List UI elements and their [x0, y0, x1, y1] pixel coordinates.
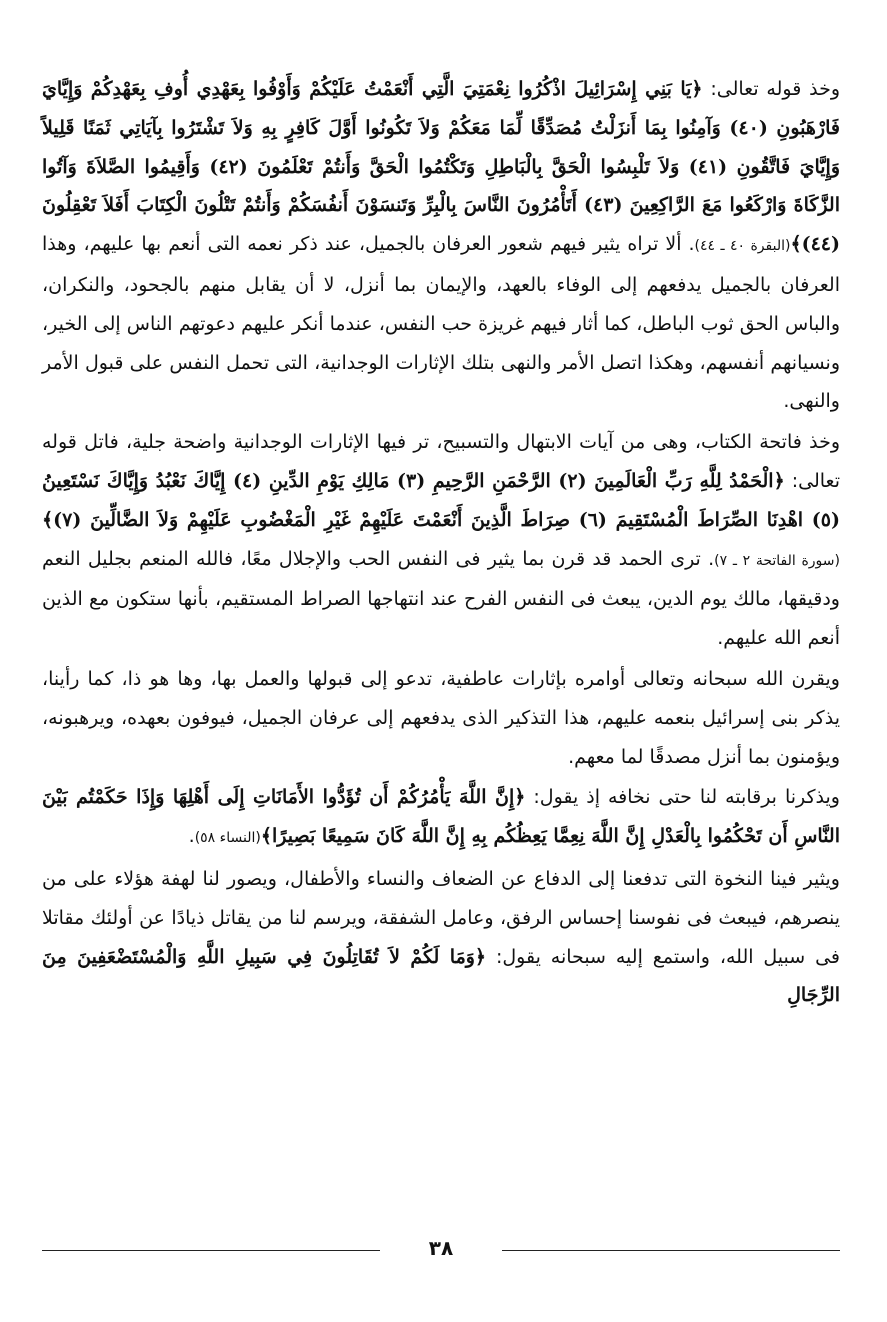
page-body	[42, 70, 840, 1015]
paragraph-1-intro: وخذ قوله تعالى:	[702, 78, 840, 100]
paragraph-3-text: ويقرن الله سبحانه وتعالى أوامره بإثارات عاطفية، تدعو إلى قبولها والعمل بها، وها هو ذا، كما رأينا، يذكر بنى إسرائيل بنعمه عليهم، هذا التذكير الذى يدفعهم إلى عرفان الجميل، فيوفون بعهده، ويرهبونه، ويؤمنون بما أنزل مصدقًا لما معهم.	[42, 667, 840, 768]
verse-reference-fatiha: (سورة الفاتحة ٢ ـ ٧)	[714, 552, 840, 569]
paragraph-4-intro: ويذكرنا برقابته لنا حتى نخافه إذ يقول:	[525, 786, 840, 809]
paragraph-4	[42, 778, 840, 858]
paragraph-2	[42, 423, 840, 658]
verse-reference-baqarah: (البقرة ٤٠ ـ ٤٤)	[694, 238, 791, 255]
verse-reference-nisa-58: (النساء ٥٨)	[194, 830, 261, 847]
page-footer	[42, 1236, 840, 1260]
paragraph-5-intro: ويثير فينا النخوة التى تدفعنا إلى الدفاع عن الضعاف والنساء والأطفال، ويصور لنا لهفة هؤلاء على من ينصرهم، فيبعث فى نفوسنا إحساس الرفق، وعامل الشفقة، ويرسم لنا من يقاتل ذيادًا عن أولئك مقاتلا فى سبيل الله، واستمع إليه سبحانه يقول:	[42, 867, 841, 968]
paragraph-1	[42, 70, 840, 421]
quran-verse-fatiha: ﴿الْحَمْدُ لِلَّهِ رَبِّ الْعَالَمِينَ (٢) الرَّحْمَنِ الرَّحِيمِ (٣) مَالِكِ يَوْمِ الدِّينِ (٤) إِيَّاكَ نَعْبُدُ وَإِيَّاكَ نَسْتَعِينُ (٥) اهْدِنَا الصِّرَاطَ الْمُسْتَقِيمَ (٦) صِرَاطَ الَّذِينَ أَنْعَمْتَ عَلَيْهِمْ غَيْرِ الْمَغْضُوبِ عَلَيْهِمْ وَلاَ الضَّالِّينَ (٧)﴾	[42, 469, 841, 531]
quran-verse-nisa-58: ﴿إِنَّ اللَّهَ يَأْمُرُكُمْ أَن تُؤَدُّوا الأَمَانَاتِ إِلَى أَهْلِهَا وَإِذَا حَكَمْتُم بَيْنَ النَّاسِ أَن تَحْكُمُوا بِالْعَدْلِ إِنَّ اللَّهَ نِعِمَّا يَعِظُكُم بِهِ إِنَّ اللَّهَ كَانَ سَمِيعًا بَصِيرًا﴾	[42, 786, 840, 848]
paragraph-2-rest: . ترى الحمد قد قرن بما يثير فى النفس الحب والإجلال معًا، فالله المنعم بجليل النعم ودقيقها، مالك يوم الدين، يبعث فى النفس الفرح عند انتهاجها الصراط المستقيم، بأنها ستكون مع الذين أنعم الله عليهم.	[42, 547, 840, 650]
quran-verse-nisa-75: ﴿وَمَا لَكُمْ لاَ تُقَاتِلُونَ فِي سَبِيلِ اللَّهِ وَالْمُسْتَضْعَفِينَ مِنَ الرِّجَالِ	[42, 945, 840, 1007]
paragraph-4-rest: .	[188, 825, 195, 848]
paragraph-5	[42, 860, 840, 1015]
paragraph-1-rest: . ألا تراه يثير فيهم شعور العرفان بالجميل، عند ذكر نعمه التى أنعم بها عليهم، وهذا العرفان بالجميل يدفعهم إلى الوفاء بالعهد، والإيمان بما أنزل، لا أن يقابل منهم بالجحود، والنكران، والباس الحق ثوب الباطل، كما أثار فيهم غريزة حب النفس، عندما أنكر عليهم دعوتهم الناس إلى الخير، ونسيانهم أنفسهم، وهكذا اتصل الأمر والنهى بتلك الإثارات الوجدانية، التى تحمل النفس على قبول الأمر والنهى.	[42, 233, 840, 413]
quran-verse-baqarah: ﴿يَا بَنِي إِسْرَائِيلَ اذْكُرُوا نِعْمَتِيَ الَّتِي أَنْعَمْتُ عَلَيْكُمْ وَأَوْفُوا بِعَهْدِي أُوفِ بِعَهْدِكُمْ وَإِيَّايَ فَارْهَبُونِ (٤٠) وَآمِنُوا بِمَا أَنزَلْتُ مُصَدِّقًا لِّمَا مَعَكُمْ وَلاَ تَكُونُوا أَوَّلَ كَافِرٍ بِهِ وَلاَ تَشْتَرُوا بِآيَاتِي ثَمَنًا قَلِيلاً وَإِيَّايَ فَاتَّقُونِ (٤١) وَلاَ تَلْبِسُوا الْحَقَّ بِالْبَاطِلِ وَتَكْتُمُوا الْحَقَّ وَأَنتُمْ تَعْلَمُونَ (٤٢) وَأَقِيمُوا الصَّلاَةَ وَآتُوا الزَّكَاةَ وَارْكَعُوا مَعَ الرَّاكِعِينَ (٤٣) أَتَأْمُرُونَ النَّاسَ بِالْبِرِّ وَتَنسَوْنَ أَنفُسَكُمْ وَأَنتُمْ تَتْلُونَ الْكِتَابَ أَفَلاَ تَعْقِلُونَ (٤٤)﴾	[42, 78, 840, 256]
paragraph-3	[42, 660, 840, 776]
page-number: ٣٨	[428, 1236, 454, 1260]
paragraph-2-intro: وخذ فاتحة الكتاب، وهى من آيات الابتهال والتسبيح، تر فيها الإثارات الوجدانية واضحة جلية، فاتل قوله تعالى:	[42, 431, 841, 492]
